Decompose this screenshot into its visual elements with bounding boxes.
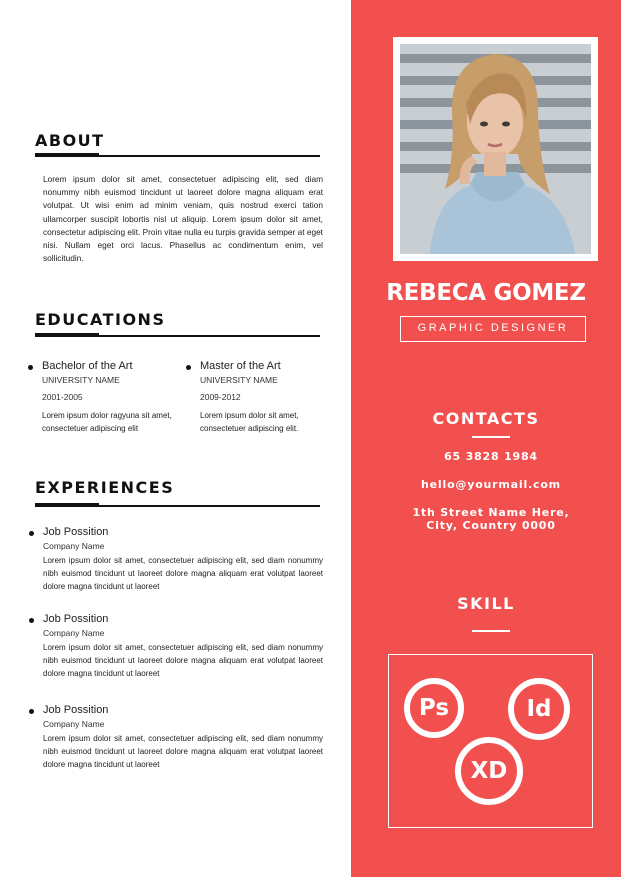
bullet-icon xyxy=(29,531,34,536)
educations-title: EDUCATIONS xyxy=(35,310,166,329)
profile-role: GRAPHIC DESIGNER xyxy=(400,316,586,342)
contact-address-line1: 1th Street Name Here, xyxy=(412,506,570,519)
profile-photo-frame xyxy=(393,37,598,261)
about-text: Lorem ipsum dolor sit amet, consectetuer adipiscing elit, sed diam nonummy nibh euismod tincidunt ut laoreet dolore magna aliquam erat volutpat. Ut wisi enim ad minim veniam, quis nostrud exerci tation ullamcorper suscipit lobortis nisl ut aliquip. Lorem ipsum dolor sit amet, consectetur adipiscing elit. Proin vitae nulla eu turpis gravida semper at eget nisi. Nullam eget orci lacus. Phasellus ac condimentum enim, vel sollicitudin. xyxy=(43,174,323,264)
about-divider-accent xyxy=(35,153,99,157)
experience-item xyxy=(43,526,323,593)
experience-description: Lorem ipsum dolor sit amet, consectetuer adipiscing elit, sed diam nonummy nibh euismod tincidunt ut laoreet dolore magna aliquam erat volutpat laoreet dolore magna tincidunt ut laoreet xyxy=(43,734,323,769)
education-university: UNIVERSITY NAME xyxy=(200,375,278,385)
experience-company: Company Name xyxy=(43,719,105,729)
experiences-divider-accent xyxy=(35,503,99,507)
education-years: 2001-2005 xyxy=(42,392,83,402)
education-item xyxy=(200,360,320,435)
experience-job: Job Possition xyxy=(43,526,109,538)
bullet-icon xyxy=(29,709,34,714)
contacts-title: CONTACTS xyxy=(432,409,540,428)
education-item xyxy=(42,360,192,435)
education-years: 2009-2012 xyxy=(200,392,241,402)
contact-email: hello@yourmail.com xyxy=(421,478,561,491)
photoshop-skill-icon: Ps xyxy=(404,678,464,738)
experiences-title: EXPERIENCES xyxy=(35,478,175,497)
bullet-icon xyxy=(29,618,34,623)
xd-skill-icon: XD xyxy=(455,737,523,805)
educations-divider-accent xyxy=(35,333,99,337)
skill-title: SKILL xyxy=(457,594,515,613)
experience-description: Lorem ipsum dolor sit amet, consectetuer adipiscing elit, sed diam nonummy nibh euismod tincidunt ut laoreet dolore magna aliquam erat volutpat laoreet dolore magna tincidunt ut laoreet xyxy=(43,643,323,678)
bullet-icon xyxy=(28,365,33,370)
experience-description: Lorem ipsum dolor sit amet, consectetuer adipiscing elit, sed diam nonummy nibh euismod tincidunt ut laoreet dolore magna aliquam erat volutpat laoreet dolore magna tincidunt ut laoreet xyxy=(43,556,323,591)
contact-phone: 65 3828 1984 xyxy=(444,450,538,463)
about-title: ABOUT xyxy=(35,131,105,150)
profile-photo xyxy=(400,44,591,254)
contacts-divider xyxy=(472,436,510,438)
experience-job: Job Possition xyxy=(43,704,109,716)
experience-job: Job Possition xyxy=(43,613,109,625)
contact-address-line2: City, Country 0000 xyxy=(426,519,556,532)
education-degree: Bachelor of the Art xyxy=(42,360,133,372)
education-university: UNIVERSITY NAME xyxy=(42,375,120,385)
experience-company: Company Name xyxy=(43,628,105,638)
education-degree: Master of the Art xyxy=(200,360,281,372)
education-description: Lorem ipsum dolor ragyuna sit amet, consectetuer adipiscing elit xyxy=(42,411,172,433)
experience-item xyxy=(43,704,323,771)
bullet-icon xyxy=(186,365,191,370)
skill-divider xyxy=(472,630,510,632)
experience-company: Company Name xyxy=(43,541,105,551)
education-description: Lorem ipsum dolor sit amet, consectetuer adipiscing elit. xyxy=(200,411,299,433)
indesign-skill-icon: Id xyxy=(508,678,570,740)
profile-name: REBECA GOMEZ xyxy=(386,280,586,306)
experience-item xyxy=(43,613,323,680)
